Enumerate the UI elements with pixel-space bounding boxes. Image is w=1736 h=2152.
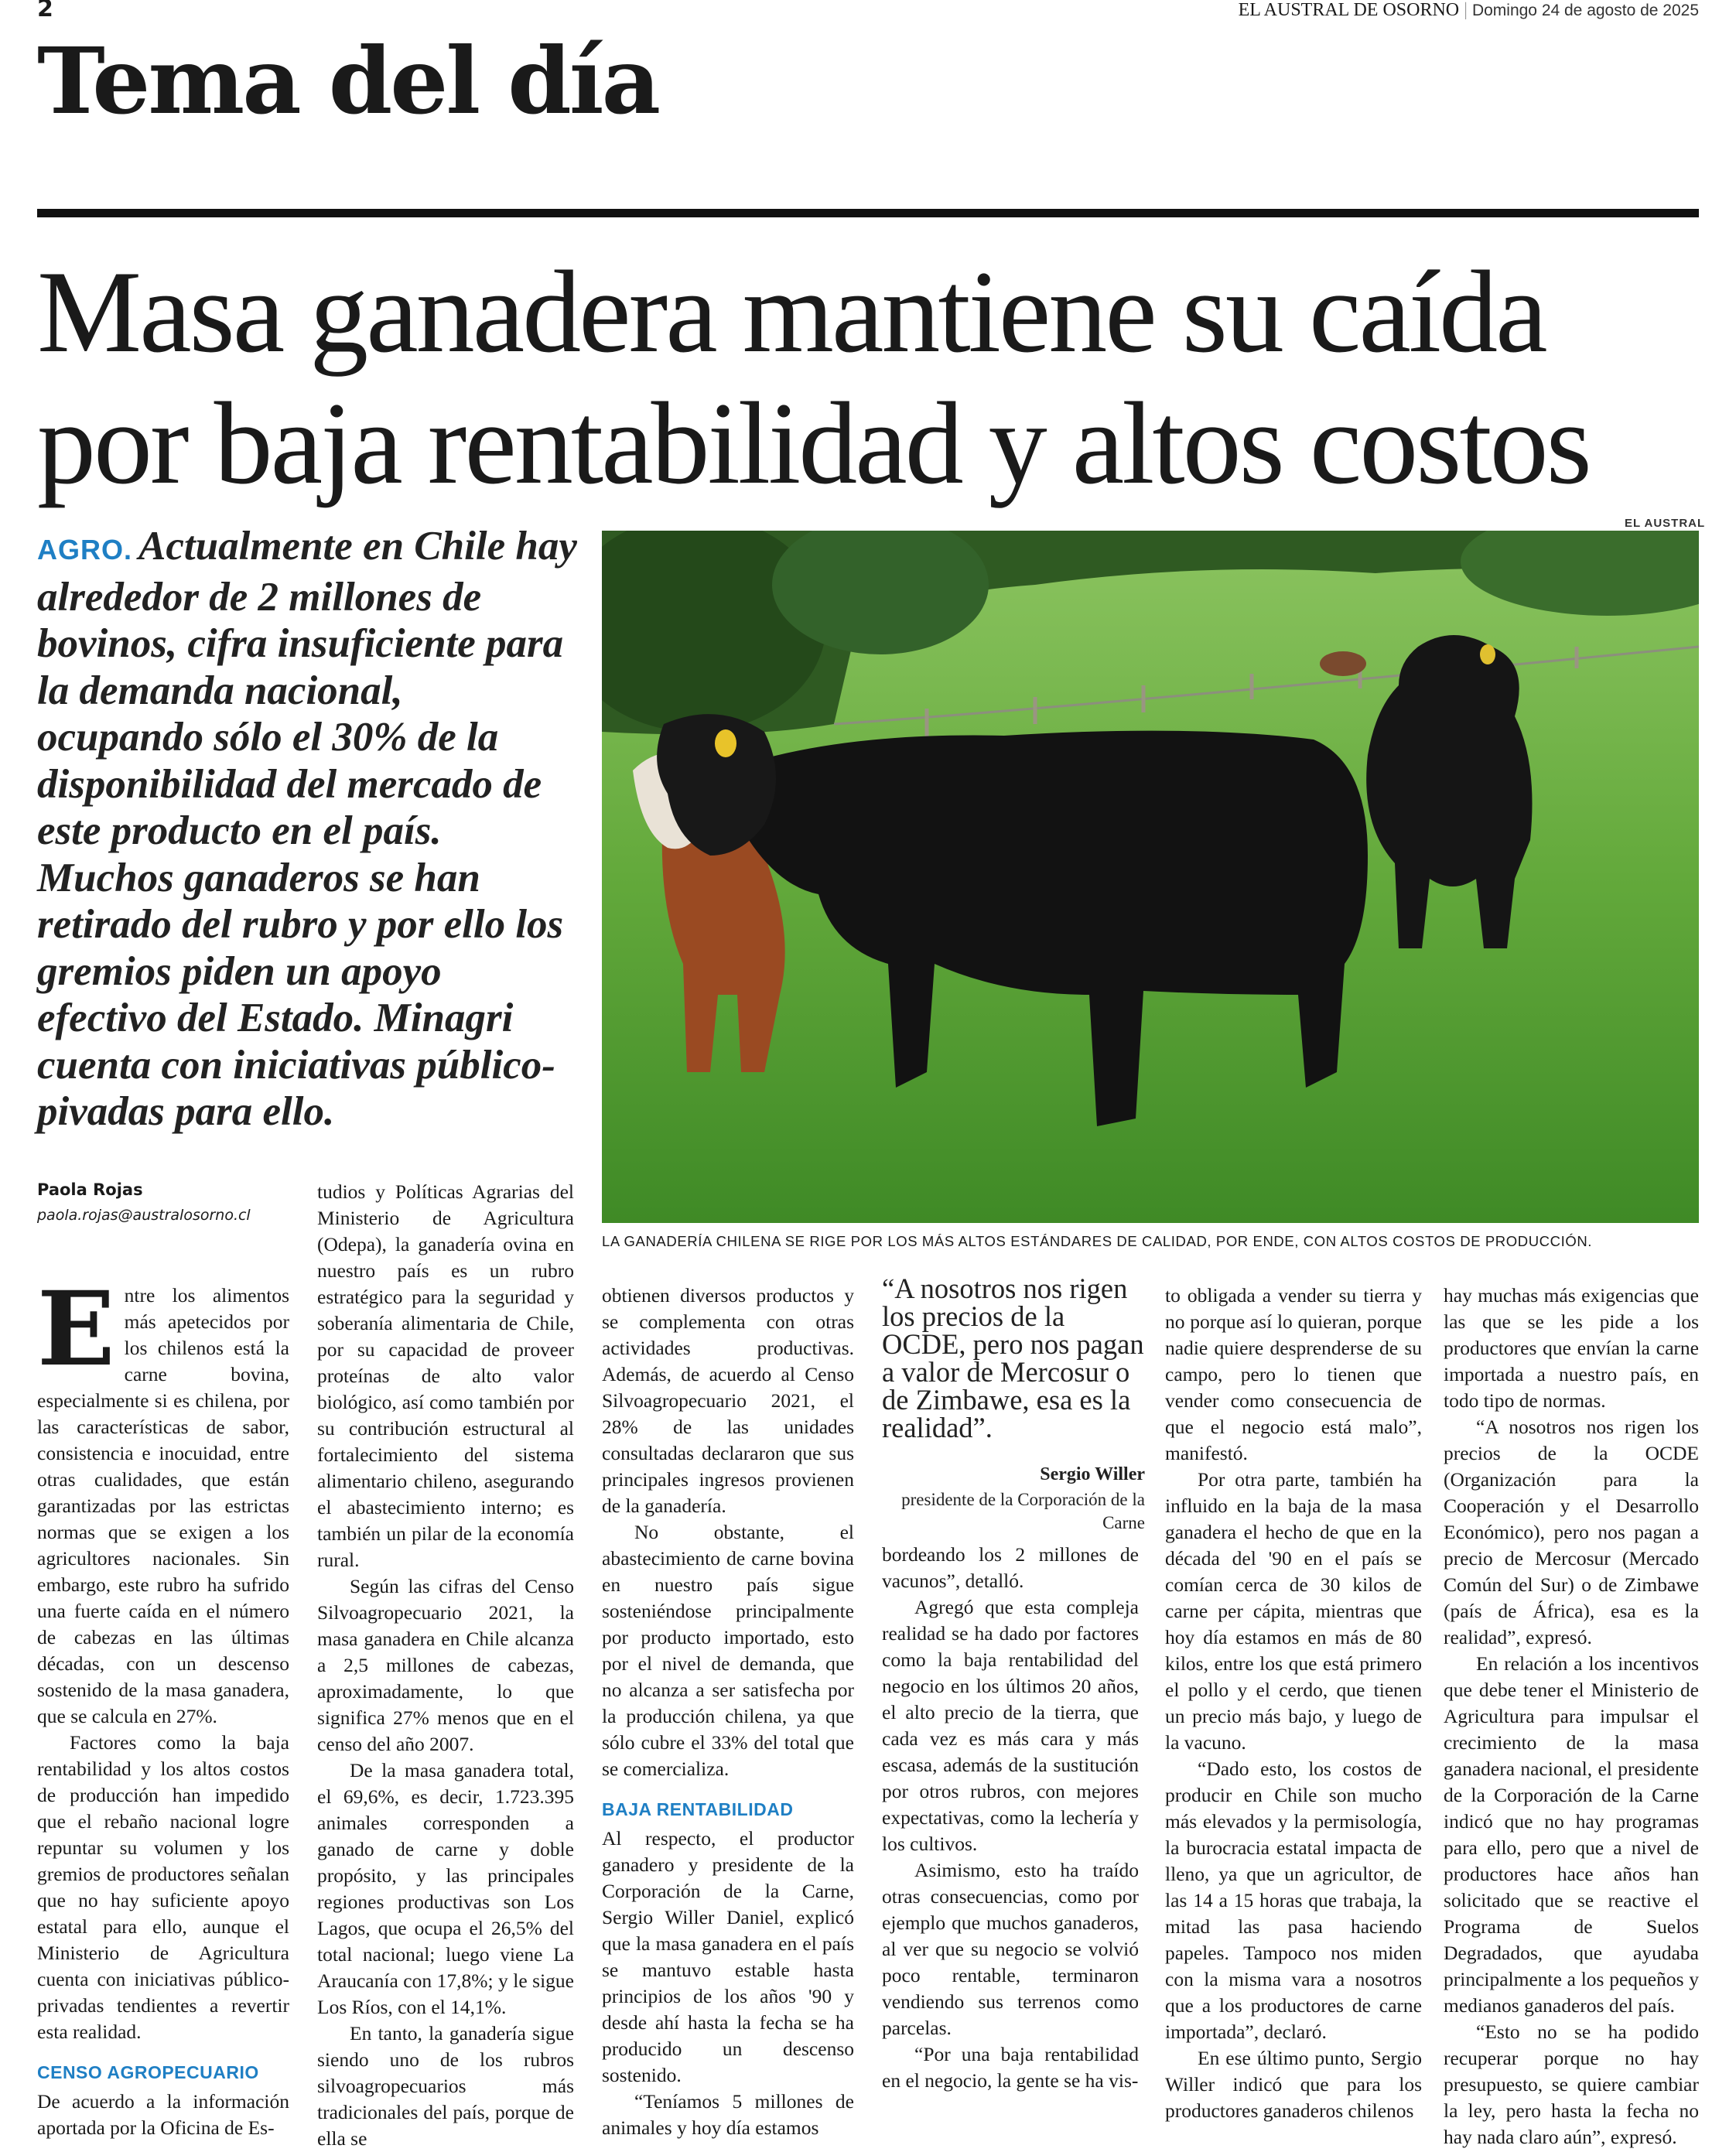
article-paragraph: “Teníamos 5 millones de animales y hoy día estamos	[602, 2090, 854, 2139]
pull-quote-text: “A nosotros nos rigen los precios de la OCDE, pero nos pagan a valor de Mercosur o de Zimbawe, esa es la realidad”.	[882, 1272, 1144, 1443]
article-paragraph: En tanto, la ganadería sigue siendo uno de los rubros silvoagropecuarios más tradicionales del país, porque de ella se	[317, 2022, 574, 2150]
article-column-1	[37, 1269, 289, 2141]
article-paragraph: hay muchas más exigencias que las que se les pide a los productores que envían la carne importada a nuestro país, en todo tipo de normas.	[1444, 1284, 1699, 1412]
article-paragraph: De la masa ganadera total, el 69,6%, es decir, 1.723.395 animales corresponden a ganado de carne y doble propósito, y las principales regiones productivas son Los Lagos, que ocupa el 26,5% del total nacional; luego viene La Araucanía con 17,8%; y le sigue Los Ríos, con el 14,1%.	[317, 1759, 574, 2018]
article-paragraph: En ese último punto, Sergio Willer indicó que para los productores ganaderos chilenos	[1165, 2047, 1422, 2122]
section-divider	[37, 209, 1699, 217]
article-paragraph	[37, 1269, 289, 1730]
article-paragraph: “Dado esto, los costos de producir en Chile son mucho más elevados y la permisología, la burocracia estatal impacta de lleno, ya que un agricultor, de las 14 a 15 horas que trabaja, la mitad las pasa haciendo papeles. Tampoco nos miden con la misma vara a nosotros que a los productores de carne importada”, declaró.	[1165, 1757, 1422, 2043]
article-paragraph: Al respecto, el productor ganadero y presidente de la Corporación de la Carne, Sergio Willer Daniel, explicó que la masa ganadera en el país se mantuvo estable hasta principios de los años '90 y desde ahí hasta la fecha se ha producido un descenso sostenido.	[602, 1827, 854, 2086]
article-paragraph: En relación a los incentivos que debe tener el Ministerio de Agricultura para impulsar el crecimiento de la masa ganadera nacional, el presidente de la Corporación de la Carne indicó que no hay programas para ello, pero que a nivel de productores hace años han solicitado que se reactive el Programa de Suelos Degradados, que ayudaba principalmente a los pequeños y medianos ganaderos del país.	[1444, 1652, 1699, 2017]
article-paragraph: Por otra parte, también ha influido en la baja de la masa ganadera el hecho de que en la década del '90 en el país se comían cerca de 30 kilos de carne per cápita, mientras que hoy día estamos en más de 80 kilos, entre los que está primero el pollo y el cerdo, que tienen un precio más bajo, y luego de la vacuno.	[1165, 1468, 1422, 1754]
article-paragraph: tudios y Políticas Agrarias del Ministerio de Agricultura (Odepa), la ganadería ovina en nuestro país es un rubro estratégico para la seguridad y soberanía alimentaria de Chile, por su capacidad de proveer proteínas de alto valor biológico, así como también por su contribución estructural al fortalecimiento del sistema alimentario chileno, asegurando el abastecimiento interno; es también un pilar de la economía rural.	[317, 1180, 574, 1571]
subheading-censo: CENSO AGROPECUARIO	[37, 2062, 259, 2082]
article-paragraph: Agregó que esta compleja realidad se ha dado por factores como la baja rentabilidad del negocio en los últimos 20 años, el alto precio de la tierra, que cada vez es más cara y más escasa, además de la sustitución por otros rubros, con mejores expectativas, como la lechería y los cultivos.	[882, 1596, 1139, 1855]
article-column-3	[602, 1283, 854, 2141]
photo-caption: LA GANADERÍA CHILENA SE RIGE POR LOS MÁS ALTOS ESTÁNDARES DE CALIDAD, POR ENDE, CON ALTOS COSTOS DE PRODUCCIÓN.	[602, 1233, 1593, 1249]
article-column-4	[882, 1542, 1139, 2094]
pull-quote-name: Sergio Willer	[1040, 1464, 1145, 1484]
headline-line-1: Masa ganadera mantiene su caída	[37, 247, 1546, 377]
headline	[37, 246, 1708, 509]
section-title: Tema del día	[37, 27, 659, 135]
subheading-rentabilidad: BAJA RENTABILIDAD	[602, 1799, 794, 1819]
cattle-photo	[602, 531, 1699, 1223]
paragraph-text: ntre los alimentos más apetecidos por los chilenos está la carne bovina, especialmente si es chilena, por las características de sabor, consistencia e inocuidad, entre otras cualidades, que están garantizadas por las estrictas normas que se exigen a los agricultores nacionales. Sin embargo, este rubro ha sufrido una fuerte caída en el número de cabezas en las últimas décadas, con un descenso sostenido de la masa ganadera, que se calcula en 27%.	[37, 1284, 289, 1727]
cattle-photo-illustration	[602, 531, 1699, 1223]
masthead-separator: |	[1464, 0, 1468, 20]
article-paragraph: Según las cifras del Censo Silvoagropecuario 2021, la masa ganadera en Chile alcanza a 2,5 millones de cabezas, aproximadamente, lo que significa 27% menos que en el censo del año 2007.	[317, 1575, 574, 1755]
article-column-6	[1444, 1283, 1699, 2150]
article-paragraph: “Por una baja rentabilidad en el negocio, la gente se ha vis-	[882, 2043, 1139, 2092]
article-paragraph: Factores como la baja rentabilidad y los altos costos de producción han impedido que el rebaño nacional logre repuntar su volumen y los gremios de productores señalan que no hay suficiente apoyo estatal para ello, aunque el Ministerio de Agricultura cuenta con iniciativas público-privadas tendientes a revertir esta realidad.	[37, 1731, 289, 2043]
pull-quote-role: presidente de la Corporación de la Carne	[901, 1490, 1145, 1532]
article-paragraph: “A nosotros nos rigen los precios de la OCDE (Organización para la Cooperación y el Desarrollo Económico), pero nos pagan a precio de Mercosur (Mercado Común del Sur) o de Zimbawe (país de África), esa es la realidad”, expresó.	[1444, 1416, 1699, 1648]
article-paragraph: De acuerdo a la información aportada por la Oficina de Es-	[37, 2090, 289, 2139]
page-number: 2	[37, 0, 53, 22]
pull-quote-attribution	[882, 1460, 1145, 1535]
article-paragraph: to obligada a vender su tierra y no porque así lo quieran, porque nadie quiere desprenderse de su campo, pero lo tienen que vender como consecuencia de que el negocio está malo”, manifestó.	[1165, 1284, 1422, 1464]
lead-paragraph	[37, 523, 579, 1136]
headline-line-2: por baja rentabilidad y altos costos	[37, 378, 1590, 508]
article-column-5	[1165, 1283, 1422, 2124]
photo-credit: EL AUSTRAL	[1625, 517, 1706, 530]
drop-cap: E	[37, 1269, 115, 1389]
author-email: paola.rojas@australosorno.cl	[37, 1207, 251, 1224]
article-paragraph: Asimismo, esto ha traído otras consecuencias, como por ejemplo que muchos ganaderos, al ver que su negocio se volvió poco rentable, terminaron vendiendo sus terrenos como parcelas.	[882, 1859, 1139, 2039]
article-paragraph: No obstante, el abastecimiento de carne bovina en nuestro país sigue sosteniéndose principalmente por producto importado, esto por el nivel de demanda, que no alcanza a ser satisfecha por la producción chilena, ya que sólo cubre el 33% del total que se comercializa.	[602, 1521, 854, 1780]
lead-kicker: AGRO.	[37, 534, 133, 565]
pull-quote	[882, 1272, 1145, 1535]
article-paragraph: bordeando los 2 millones de vacunos”, detalló.	[882, 1543, 1139, 1592]
masthead	[1239, 0, 1699, 21]
article-column-2	[317, 1179, 574, 2152]
author-name: Paola Rojas	[37, 1180, 143, 1199]
newspaper-name: EL AUSTRAL DE OSORNO	[1238, 0, 1460, 20]
lead-text: Actualmente en Chile hay alrededor de 2 millones de bovinos, cifra insuficiente para la demanda nacional, ocupando sólo el 30% de la disponibilidad del mercado de este producto en el país. Muchos ganaderos se han retirado del rubro y por ello los gremios piden un apoyo efectivo del Estado. Minagri cuenta con iniciativas público-pivadas para ello.	[37, 524, 577, 1134]
issue-date: Domingo 24 de agosto de 2025	[1471, 2, 1699, 19]
article-paragraph: “Esto no se ha podido recuperar porque no hay presupuesto, se quiere cambiar la ley, pero hasta la fecha no hay nada claro aún”, expresó.	[1444, 2020, 1699, 2148]
article-paragraph: obtienen diversos productos y se complementa con otras actividades productivas. Además, de acuerdo al Censo Silvoagropecuario 2021, el 28% de las unidades consultadas declararon que sus principales ingresos provienen de la ganadería.	[602, 1284, 854, 1517]
byline	[37, 1180, 251, 1224]
